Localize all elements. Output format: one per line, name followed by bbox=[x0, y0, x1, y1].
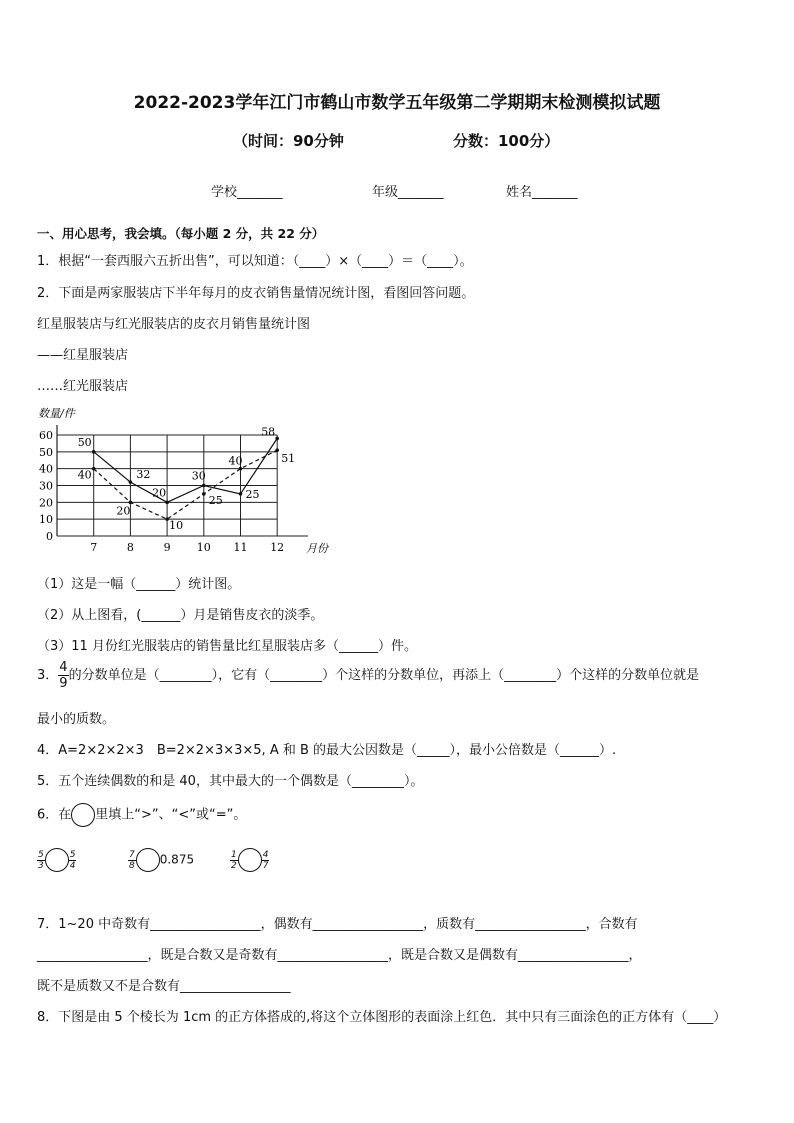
compare-item-3 bbox=[230, 848, 269, 872]
line-chart bbox=[30, 402, 350, 560]
exam-title: 2022-2023学年江门市鹤山市数学五年级第二学期期末检测模拟试题 bbox=[133, 93, 661, 113]
decimal-value: 0.875 bbox=[159, 852, 195, 867]
answer-circle[interactable] bbox=[136, 848, 160, 872]
question-4: 4．A=2×2×2×3 B=2×2×3×3×5, A 和 B 的最大公因数是（_____），最小公倍数是（______）. bbox=[37, 743, 617, 758]
question-8: 8．下图是由 5 个棱长为 1cm 的正方体搭成的,将这个立体图形的表面涂上红色．其中只有三面涂色的正方体有（____） bbox=[37, 1010, 727, 1025]
question-3 bbox=[37, 660, 699, 691]
school-field: 学校_______ bbox=[211, 185, 283, 200]
fraction-left: $\frac{1}{2}$ bbox=[231, 849, 237, 871]
legend-solid: ——红星服装店 bbox=[37, 348, 129, 363]
y-axis-label: 数量/件 bbox=[38, 407, 75, 420]
grade-field: 年级_______ bbox=[372, 185, 444, 200]
answer-circle[interactable] bbox=[238, 848, 262, 872]
exam-score: 分数：100分） bbox=[453, 132, 560, 150]
data-point bbox=[202, 484, 206, 488]
data-label: 25 bbox=[245, 487, 260, 501]
y-tick-label: 60 bbox=[39, 429, 53, 442]
data-label: 40 bbox=[228, 454, 243, 468]
y-tick-label: 20 bbox=[39, 496, 53, 510]
compare-item-1 bbox=[37, 848, 76, 872]
data-label: 40 bbox=[77, 468, 92, 482]
data-label: 30 bbox=[191, 469, 206, 483]
fraction: $\frac{4}{9}$ bbox=[59, 660, 68, 691]
q6-prefix: 6．在 bbox=[37, 807, 72, 823]
x-tick-label: 7 bbox=[90, 541, 98, 554]
compare-item-2 bbox=[128, 848, 194, 872]
data-label: 50 bbox=[77, 435, 92, 449]
data-label: 20 bbox=[116, 504, 131, 518]
question-5: 5．五个连续偶数的和是 40，其中最大的一个偶数是（________）。 bbox=[37, 774, 424, 789]
question-1: 1．根据“一套西服六五折出售”，可以知道：（____）×（____）＝（____）。 bbox=[37, 254, 473, 269]
chart-title: 红星服装店与红光服装店的皮衣月销售量统计图 bbox=[37, 317, 311, 332]
data-point bbox=[275, 437, 279, 441]
section-heading: 一、用心思考，我会填。（每小题 2 分，共 22 分） bbox=[37, 226, 325, 241]
legend-dashed: ……红光服装店 bbox=[37, 379, 129, 394]
fraction-left: $\frac{5}{3}$ bbox=[38, 849, 44, 871]
name-field: 姓名_______ bbox=[506, 185, 578, 200]
question-2-2: （2）从上图看，(______）月是销售皮衣的淡季。 bbox=[37, 608, 324, 623]
question-7-line-3: 既不是质数又不是合数有_________________ bbox=[37, 979, 291, 994]
data-point bbox=[202, 492, 206, 496]
x-tick-label: 11 bbox=[233, 541, 248, 554]
question-6 bbox=[37, 803, 246, 827]
data-point bbox=[239, 492, 243, 496]
data-label: 20 bbox=[152, 486, 167, 500]
question-3-cont: 最小的质数。 bbox=[37, 712, 116, 727]
fraction-right: $\frac{4}{7}$ bbox=[262, 849, 269, 871]
data-point bbox=[129, 480, 133, 484]
compare-circle bbox=[71, 803, 95, 827]
fraction-left: $\frac{7}{8}$ bbox=[129, 849, 135, 871]
x-axis-label: 月份 bbox=[306, 542, 328, 555]
data-point bbox=[165, 501, 169, 505]
y-tick-label: 0 bbox=[46, 530, 53, 543]
data-label: 10 bbox=[169, 519, 184, 533]
data-label: 58 bbox=[261, 425, 276, 439]
q3-text: 的分数单位是（________），它有（________）个这样的分数单位，再添上（________）个这样的分数单位就是 bbox=[68, 668, 700, 683]
x-tick-label: 10 bbox=[196, 541, 211, 554]
question-7-line-1: 7．1~20 中奇数有_________________，偶数有_________________，质数有_________________，合数有 bbox=[37, 917, 638, 932]
y-tick-label: 40 bbox=[39, 462, 53, 476]
data-point bbox=[92, 450, 96, 454]
y-tick-label: 30 bbox=[39, 479, 53, 493]
y-tick-label: 50 bbox=[39, 445, 53, 459]
data-point bbox=[92, 467, 96, 471]
question-2-3: （3）11 月份红光服装店的销售量比红星服装店多（______）件。 bbox=[37, 639, 417, 654]
question-2-1: （1）这是一幅（______）统计图。 bbox=[37, 577, 241, 592]
fraction-right: $\frac{5}{4}$ bbox=[69, 849, 76, 871]
data-label: 32 bbox=[136, 468, 151, 482]
question-2: 2．下面是两家服装店下半年每月的皮衣销售量情况统计图，看图回答问题。 bbox=[37, 286, 475, 301]
q6-suffix: 里填上“>”、“<”或“=”。 bbox=[95, 807, 247, 823]
x-tick-label: 9 bbox=[163, 541, 171, 554]
data-label: 25 bbox=[208, 493, 223, 507]
data-point bbox=[275, 448, 279, 452]
answer-circle[interactable] bbox=[45, 848, 69, 872]
y-tick-label: 10 bbox=[39, 513, 53, 527]
x-tick-label: 12 bbox=[270, 541, 285, 554]
question-7-line-2: _________________，既是合数又是奇数有_________________，既是合数又是偶数有_________________， bbox=[37, 948, 642, 963]
x-tick-label: 8 bbox=[126, 541, 134, 554]
exam-time: （时间：90分钟 bbox=[233, 132, 344, 150]
data-label: 51 bbox=[281, 452, 296, 466]
q3-number: 3． bbox=[37, 668, 59, 683]
